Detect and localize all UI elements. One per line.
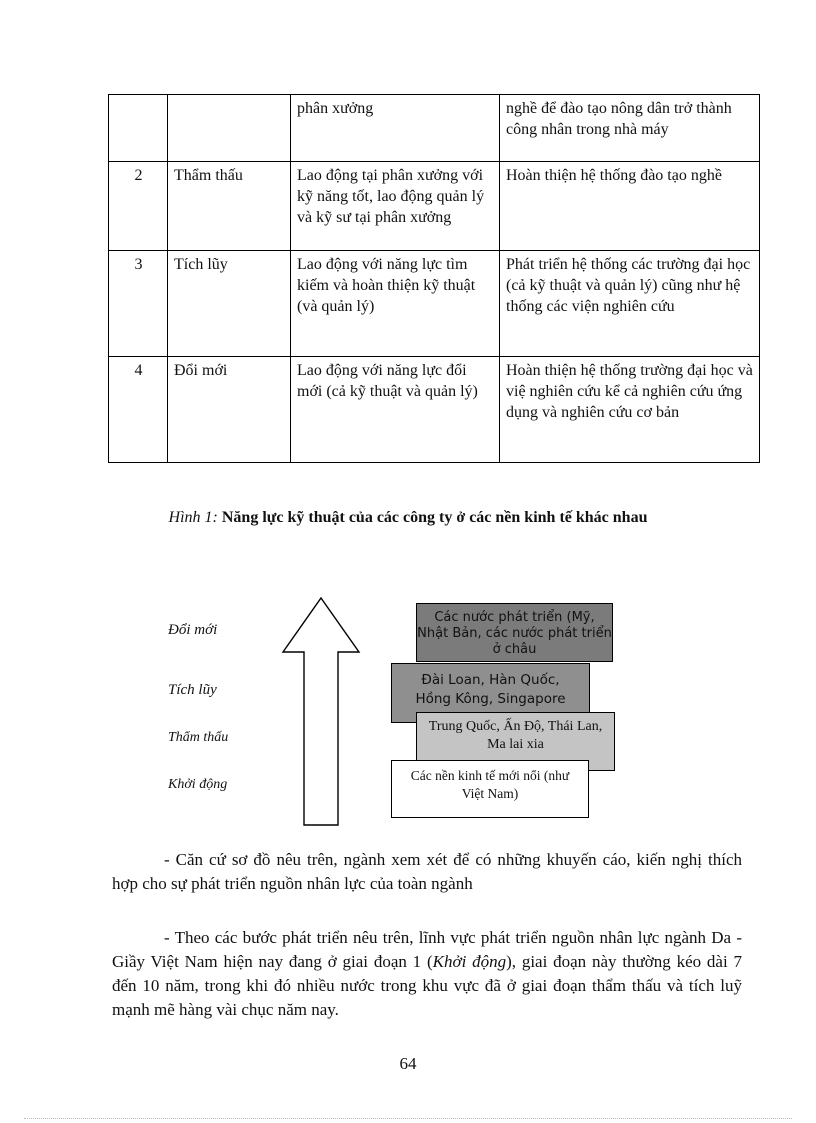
box-emerging-asia: Trung Quốc, Ấn Độ, Thái Lan, Ma lai xia bbox=[416, 712, 615, 771]
stage-name-cell bbox=[168, 95, 291, 162]
page-bottom-rule bbox=[24, 1118, 792, 1119]
table-row bbox=[109, 357, 760, 463]
page-number: 64 bbox=[399, 1054, 417, 1073]
paragraph-2-end: ), giai đoạn này thường kéo dài 7 đến 10 năm, trong khi đó nhiều nước trong khu vực đã ở giai đoạn thẩm thấu và tích luỹ mạnh mẽ hàng vài chục năm nay. bbox=[112, 952, 742, 1019]
figure-label: Hình 1: bbox=[168, 509, 218, 526]
stage-number-cell: 3 bbox=[109, 251, 168, 357]
upward-arrow-icon bbox=[280, 596, 362, 828]
table-row bbox=[109, 162, 760, 251]
training-cell: nghề để đào tạo nông dân trở thành công nhân trong nhà máy bbox=[500, 95, 760, 162]
labor-cell: Lao động tại phân xưởng với kỹ năng tốt, lao động quản lý và kỹ sư tại phân xưởng bbox=[291, 162, 500, 251]
stage-name-cell: Đổi mới bbox=[168, 357, 291, 463]
stage-name-cell: Thẩm thấu bbox=[168, 162, 291, 251]
box-developed-countries: Các nước phát triển (Mỹ, Nhật Bản, các nước phát triển ở châu bbox=[416, 603, 613, 662]
labor-cell: Lao động với năng lực tìm kiếm và hoàn thiện kỹ thuật (và quản lý) bbox=[291, 251, 500, 357]
table-row bbox=[109, 95, 760, 162]
stage-label-startup: Khởi động bbox=[168, 777, 228, 792]
labor-cell: phân xưởng bbox=[291, 95, 500, 162]
stage-name-cell: Tích lũy bbox=[168, 251, 291, 357]
labor-cell: Lao động với năng lực đổi mới (cả kỹ thuật và quản lý) bbox=[291, 357, 500, 463]
stage-number-cell: 4 bbox=[109, 357, 168, 463]
training-cell: Hoàn thiện hệ thống đào tạo nghề bbox=[500, 162, 760, 251]
figure-title: Năng lực kỹ thuật của các công ty ở các nền kinh tế khác nhau bbox=[221, 509, 648, 526]
stage-number-cell: 2 bbox=[109, 162, 168, 251]
figure-caption bbox=[0, 509, 816, 527]
paragraph-2-start: - Theo các bước phát triển nêu trên, lĩnh vực phát triển nguồn nhân lực ngành Da - Giầy Việt Nam hiện nay đang ở giai đoạn 1 ( bbox=[112, 928, 742, 971]
stage-label-accumulation: Tích lũy bbox=[168, 682, 217, 698]
stage-number-cell bbox=[109, 95, 168, 162]
paragraph-2-italic: Khởi động bbox=[432, 952, 507, 971]
box-emerging-economies: Các nền kinh tế mới nổi (như Việt Nam) bbox=[391, 760, 589, 818]
stage-label-absorption: Thẩm thấu bbox=[168, 730, 229, 745]
development-stages-table bbox=[108, 94, 760, 463]
box-asian-tigers: Đài Loan, Hàn Quốc, Hồng Kông, Singapore bbox=[391, 663, 590, 723]
paragraph-2 bbox=[112, 926, 742, 1022]
training-cell: Phát triển hệ thống các trường đại học (cả kỹ thuật và quản lý) cũng như hệ thống các viện nghiên cứu bbox=[500, 251, 760, 357]
training-cell: Hoàn thiện hệ thống trường đại học và việ nghiên cứu kể cả nghiên cứu ứng dụng và nghiên cứu cơ bản bbox=[500, 357, 760, 463]
paragraph-1: - Căn cứ sơ đồ nêu trên, ngành xem xét để có những khuyến cáo, kiến nghị thích hợp cho sự phát triển nguồn nhân lực của toàn ngành bbox=[112, 850, 742, 893]
table-row bbox=[109, 251, 760, 357]
stage-label-innovation: Đổi mới bbox=[168, 622, 218, 638]
